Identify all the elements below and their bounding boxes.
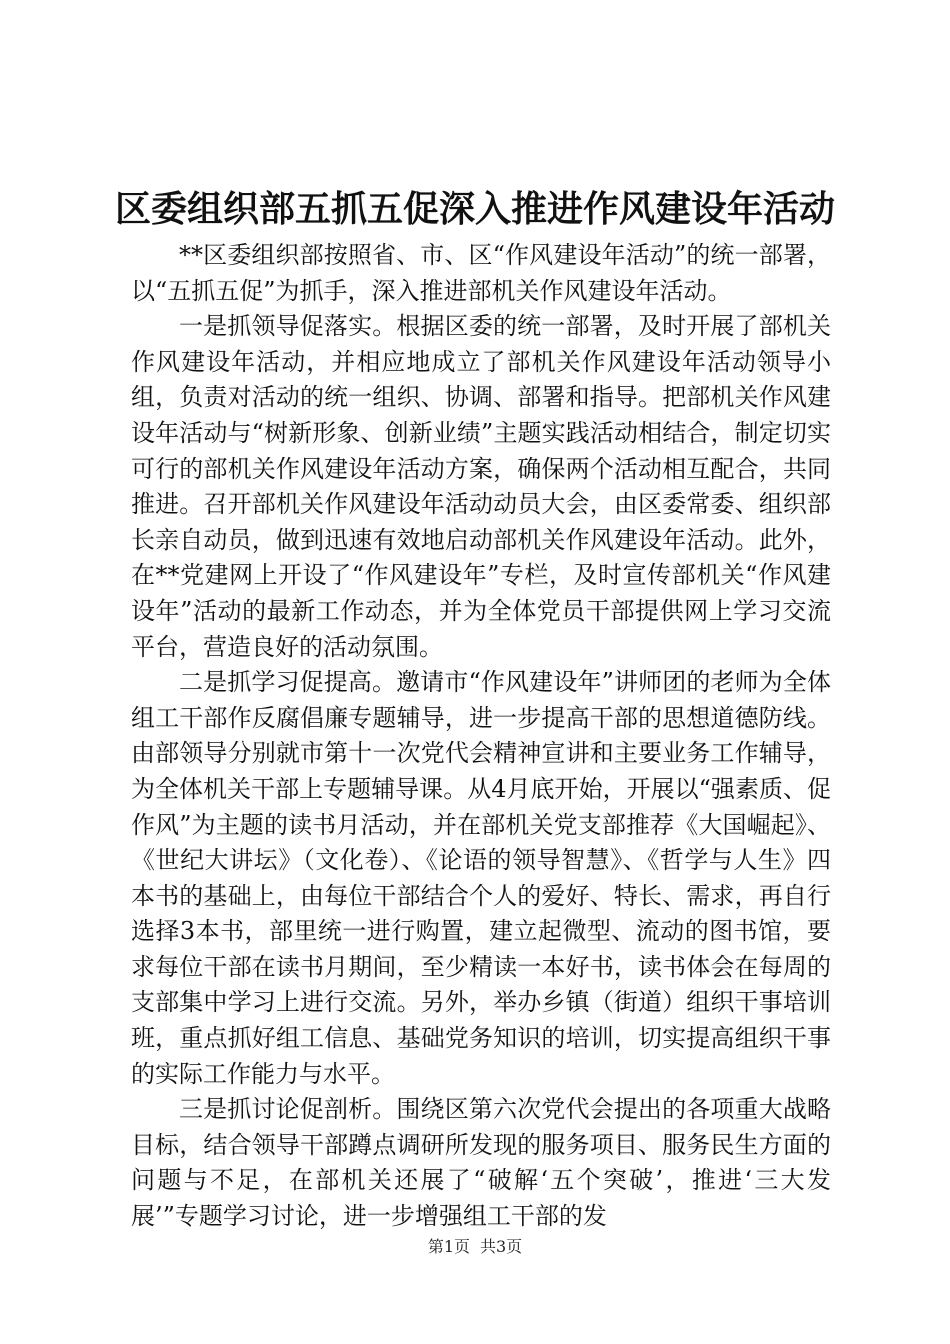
- document-body: [131, 238, 831, 1235]
- paragraph-study: 二是抓学习促提高。邀请市“作风建设年”讲师团的老师为全体组工干部作反腐倡廉专题辅导，进一步提高干部的思想道德防线。由部领导分别就市第十一次党代会精神宣讲和主要业务工作辅导，为全体机关干部上专题辅导课。从4月底开始，开展以“强素质、促作风”为主题的读书月活动，并在部机关党支部推荐《大国崛起》、《世纪大讲坛》（文化卷）、《论语的领导智慧》、《哲学与人生》四本书的基础上，由每位干部结合个人的爱好、特长、需求，再自行选择3本书，部里统一进行购置，建立起微型、流动的图书馆，要求每位干部在读书月期间，至少精读一本好书，读书体会在每周的支部集中学习上进行交流。另外，举办乡镇（街道）组织干事培训班，重点抓好组工信息、基础党务知识的培训，切实提高组织干事的实际工作能力与水平。: [131, 668, 831, 1088]
- paragraph-leadership: 一是抓领导促落实。根据区委的统一部署，及时开展了部机关作风建设年活动，并相应地成立了部机关作风建设年活动领导小组，负责对活动的统一组织、协调、部署和指导。把部机关作风建设年活动与“树新形象、创新业绩”主题实践活动相结合，制定切实可行的部机关作风建设年活动方案，确保两个活动相互配合，共同推进。召开部机关作风建设年活动动员大会，由区委常委、组织部长亲自动员，做到迅速有效地启动部机关作风建设年活动。此外，在**党建网上开设了“作风建设年”专栏，及时宣传部机关“作风建设年”活动的最新工作动态，并为全体党员干部提供网上学习交流平台，营造良好的活动氛围。: [131, 312, 831, 661]
- page-number: 第1页: [427, 1237, 470, 1256]
- document-title: 区委组织部五抓五促深入推进作风建设年活动: [114, 189, 835, 230]
- page-total: 共3页: [480, 1237, 523, 1256]
- paragraph-intro: **区委组织部按照省、市、区“作风建设年活动”的统一部署，以“五抓五促”为抓手，深入推进部机关作风建设年活动。: [131, 241, 831, 305]
- paragraph-discussion: 三是抓讨论促剖析。围绕区第六次党代会提出的各项重大战略目标，结合领导干部蹲点调研所发现的服务项目、服务民生方面的问题与不足，在部机关还展了“破解‘五个突破’，推进‘三大发展’”专题学习讨论，进一步增强组工干部的发: [131, 1095, 831, 1231]
- page-footer: [0, 1236, 950, 1258]
